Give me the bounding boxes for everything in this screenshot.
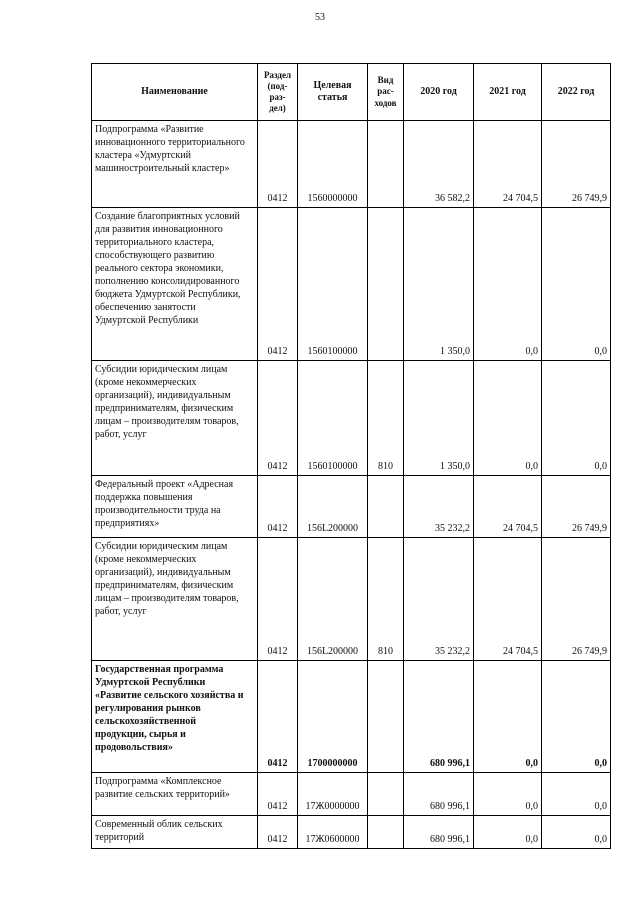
row-section: 0412 [258, 208, 298, 361]
row-2022: 26 749,9 [542, 538, 611, 661]
table-body [92, 121, 611, 849]
row-target: 1700000000 [298, 661, 368, 773]
row-name: Современный облик сельских территорий [92, 816, 258, 849]
row-2020: 36 582,2 [404, 121, 474, 208]
row-section: 0412 [258, 816, 298, 849]
row-2021: 24 704,5 [474, 538, 542, 661]
row-section: 0412 [258, 121, 298, 208]
header-2020: 2020 год [404, 64, 474, 121]
row-target: 1560100000 [298, 208, 368, 361]
header-2021: 2021 год [474, 64, 542, 121]
row-name: Подпрограмма «Развитие инновационного территориального кластера «Удмуртский машиностроительный кластер» [92, 121, 258, 208]
row-section: 0412 [258, 476, 298, 538]
table-row [92, 361, 611, 476]
row-2020: 1 350,0 [404, 361, 474, 476]
row-expense [368, 476, 404, 538]
table-row [92, 476, 611, 538]
row-2020: 680 996,1 [404, 773, 474, 816]
row-2020: 35 232,2 [404, 476, 474, 538]
row-expense [368, 661, 404, 773]
row-2022: 0,0 [542, 816, 611, 849]
row-2021: 0,0 [474, 816, 542, 849]
row-name: Субсидии юридическим лицам (кроме некоммерческих организаций), индивидуальным предпринимателям, физическим лицам – производителям товаров, работ, услуг [92, 361, 258, 476]
header-target: Целевая статья [298, 64, 368, 121]
row-2022: 0,0 [542, 661, 611, 773]
row-name: Федеральный проект «Адресная поддержка повышения производительности труда на предприятиях» [92, 476, 258, 538]
row-2020: 35 232,2 [404, 538, 474, 661]
row-target: 17Ж0600000 [298, 816, 368, 849]
budget-table [91, 63, 611, 849]
page-number: 53 [315, 12, 325, 23]
table-row [92, 121, 611, 208]
row-expense [368, 121, 404, 208]
row-expense [368, 208, 404, 361]
row-2021: 24 704,5 [474, 121, 542, 208]
row-name: Государственная программа Удмуртской Республики «Развитие сельского хозяйства и регулирования рынков сельскохозяйственной продукции, сырья и продовольствия» [92, 661, 258, 773]
row-2020: 680 996,1 [404, 816, 474, 849]
table-row [92, 773, 611, 816]
row-name: Подпрограмма «Комплексное развитие сельских территорий» [92, 773, 258, 816]
row-2020: 680 996,1 [404, 661, 474, 773]
row-2022: 0,0 [542, 208, 611, 361]
row-expense [368, 773, 404, 816]
row-2022: 26 749,9 [542, 476, 611, 538]
row-section: 0412 [258, 361, 298, 476]
row-expense: 810 [368, 361, 404, 476]
row-2021: 0,0 [474, 361, 542, 476]
row-expense [368, 816, 404, 849]
row-target: 156L200000 [298, 476, 368, 538]
row-2022: 0,0 [542, 361, 611, 476]
header-expense: Вид рас- ходов [368, 64, 404, 121]
table-row [92, 208, 611, 361]
row-2022: 0,0 [542, 773, 611, 816]
header-2022: 2022 год [542, 64, 611, 121]
header-section: Раздел (под- раз- дел) [258, 64, 298, 121]
table-row [92, 816, 611, 849]
row-2021: 24 704,5 [474, 476, 542, 538]
row-target: 1560100000 [298, 361, 368, 476]
row-name: Создание благоприятных условий для развития инновационного территориального кластера, способствующего развитию реального сектора экономики, пополнению консолидированного бюджета Удмуртской Республики, обеспечению занятости Удмуртской Республики [92, 208, 258, 361]
row-2022: 26 749,9 [542, 121, 611, 208]
header-row [92, 64, 611, 121]
row-target: 17Ж0000000 [298, 773, 368, 816]
row-2021: 0,0 [474, 773, 542, 816]
table-row [92, 538, 611, 661]
row-2021: 0,0 [474, 208, 542, 361]
row-section: 0412 [258, 661, 298, 773]
row-section: 0412 [258, 773, 298, 816]
row-2020: 1 350,0 [404, 208, 474, 361]
table-row [92, 661, 611, 773]
row-target: 1560000000 [298, 121, 368, 208]
header-name: Наименование [92, 64, 258, 121]
row-target: 156L200000 [298, 538, 368, 661]
row-name: Субсидии юридическим лицам (кроме некоммерческих организаций), индивидуальным предпринимателям, физическим лицам – производителям товаров, работ, услуг [92, 538, 258, 661]
row-2021: 0,0 [474, 661, 542, 773]
row-expense: 810 [368, 538, 404, 661]
row-section: 0412 [258, 538, 298, 661]
